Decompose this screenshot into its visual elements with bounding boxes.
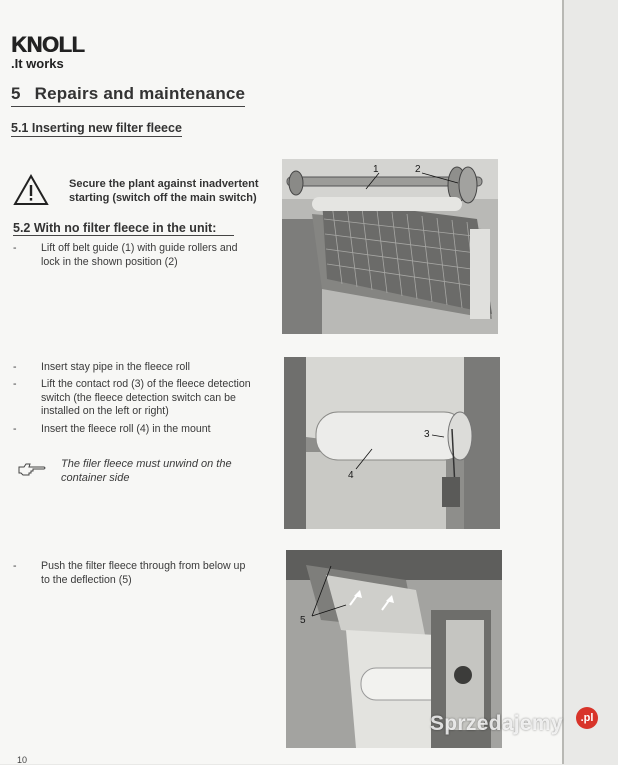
list-item: [13, 361, 273, 377]
callout-2: 2: [415, 164, 421, 175]
list-line: Push the filter fleece through from below up: [41, 560, 246, 572]
photo-fleece-roll: [284, 357, 500, 529]
note-text: [61, 457, 261, 485]
note-line-1: The filer fleece must unwind on the: [61, 458, 232, 470]
callout-3: 3: [424, 429, 430, 440]
warning-line-1: Secure the plant against inadvertent: [69, 178, 259, 190]
callout-5: 5: [300, 615, 306, 626]
list-item: [13, 242, 273, 272]
logo-tagline: .It works: [11, 56, 64, 71]
note-line-2: container side: [61, 472, 130, 484]
callout-1: 1: [373, 164, 379, 175]
list-line: Insert the fleece roll (4) in the mount: [41, 423, 211, 435]
list-line: switch (the fleece detection switch can be: [41, 391, 236, 404]
list-line: Insert stay pipe in the fleece roll: [41, 361, 190, 373]
list-item: [13, 423, 273, 439]
page-number: 10: [17, 755, 28, 765]
list-item: [13, 560, 278, 590]
section-title: Repairs and maintenance: [34, 84, 246, 103]
warning-line-2: starting (switch off the main switch): [69, 192, 257, 204]
list-item-text: [41, 423, 211, 437]
watermark-badge: .pl: [576, 707, 598, 729]
list-item-text: [41, 242, 238, 269]
list-dash: -: [13, 361, 17, 373]
pointing-hand-icon: [18, 461, 48, 477]
list-dash: -: [13, 423, 17, 435]
list-dash: -: [13, 378, 17, 390]
list-line: lock in the shown position (2): [41, 255, 178, 268]
photo-fleece-roll-drawing: [284, 357, 500, 529]
list-line: installed on the left or right): [41, 405, 169, 418]
subsection-1-heading: 5.1 Inserting new filter fleece: [11, 121, 182, 135]
warning-text: [69, 177, 274, 205]
photo-belt-guide: [282, 159, 498, 334]
section-number: 5: [11, 84, 21, 103]
knoll-logo: [11, 34, 84, 70]
list-line: to the deflection (5): [41, 573, 132, 586]
list-dash: -: [13, 242, 17, 254]
photo-belt-guide-drawing: [282, 159, 498, 334]
warning-triangle-icon: [13, 174, 49, 206]
list-line: Lift off belt guide (1) with guide rollers and: [41, 242, 238, 254]
callout-4: 4: [348, 470, 354, 481]
section-heading: [11, 84, 245, 107]
list-item-text: [41, 378, 251, 419]
list-item-text: [41, 361, 190, 375]
subsection-2-heading: 5.2 With no filter fleece in the unit:: [13, 221, 234, 236]
list-item: [13, 378, 278, 422]
list-item-text: [41, 560, 245, 587]
page-edge: [562, 0, 564, 764]
logo-brand: KNOLL: [11, 32, 85, 57]
list-dash: -: [13, 560, 17, 572]
list-line: Lift the contact rod (3) of the fleece detection: [41, 378, 251, 390]
watermark-text: Sprzedajemy: [430, 712, 563, 735]
